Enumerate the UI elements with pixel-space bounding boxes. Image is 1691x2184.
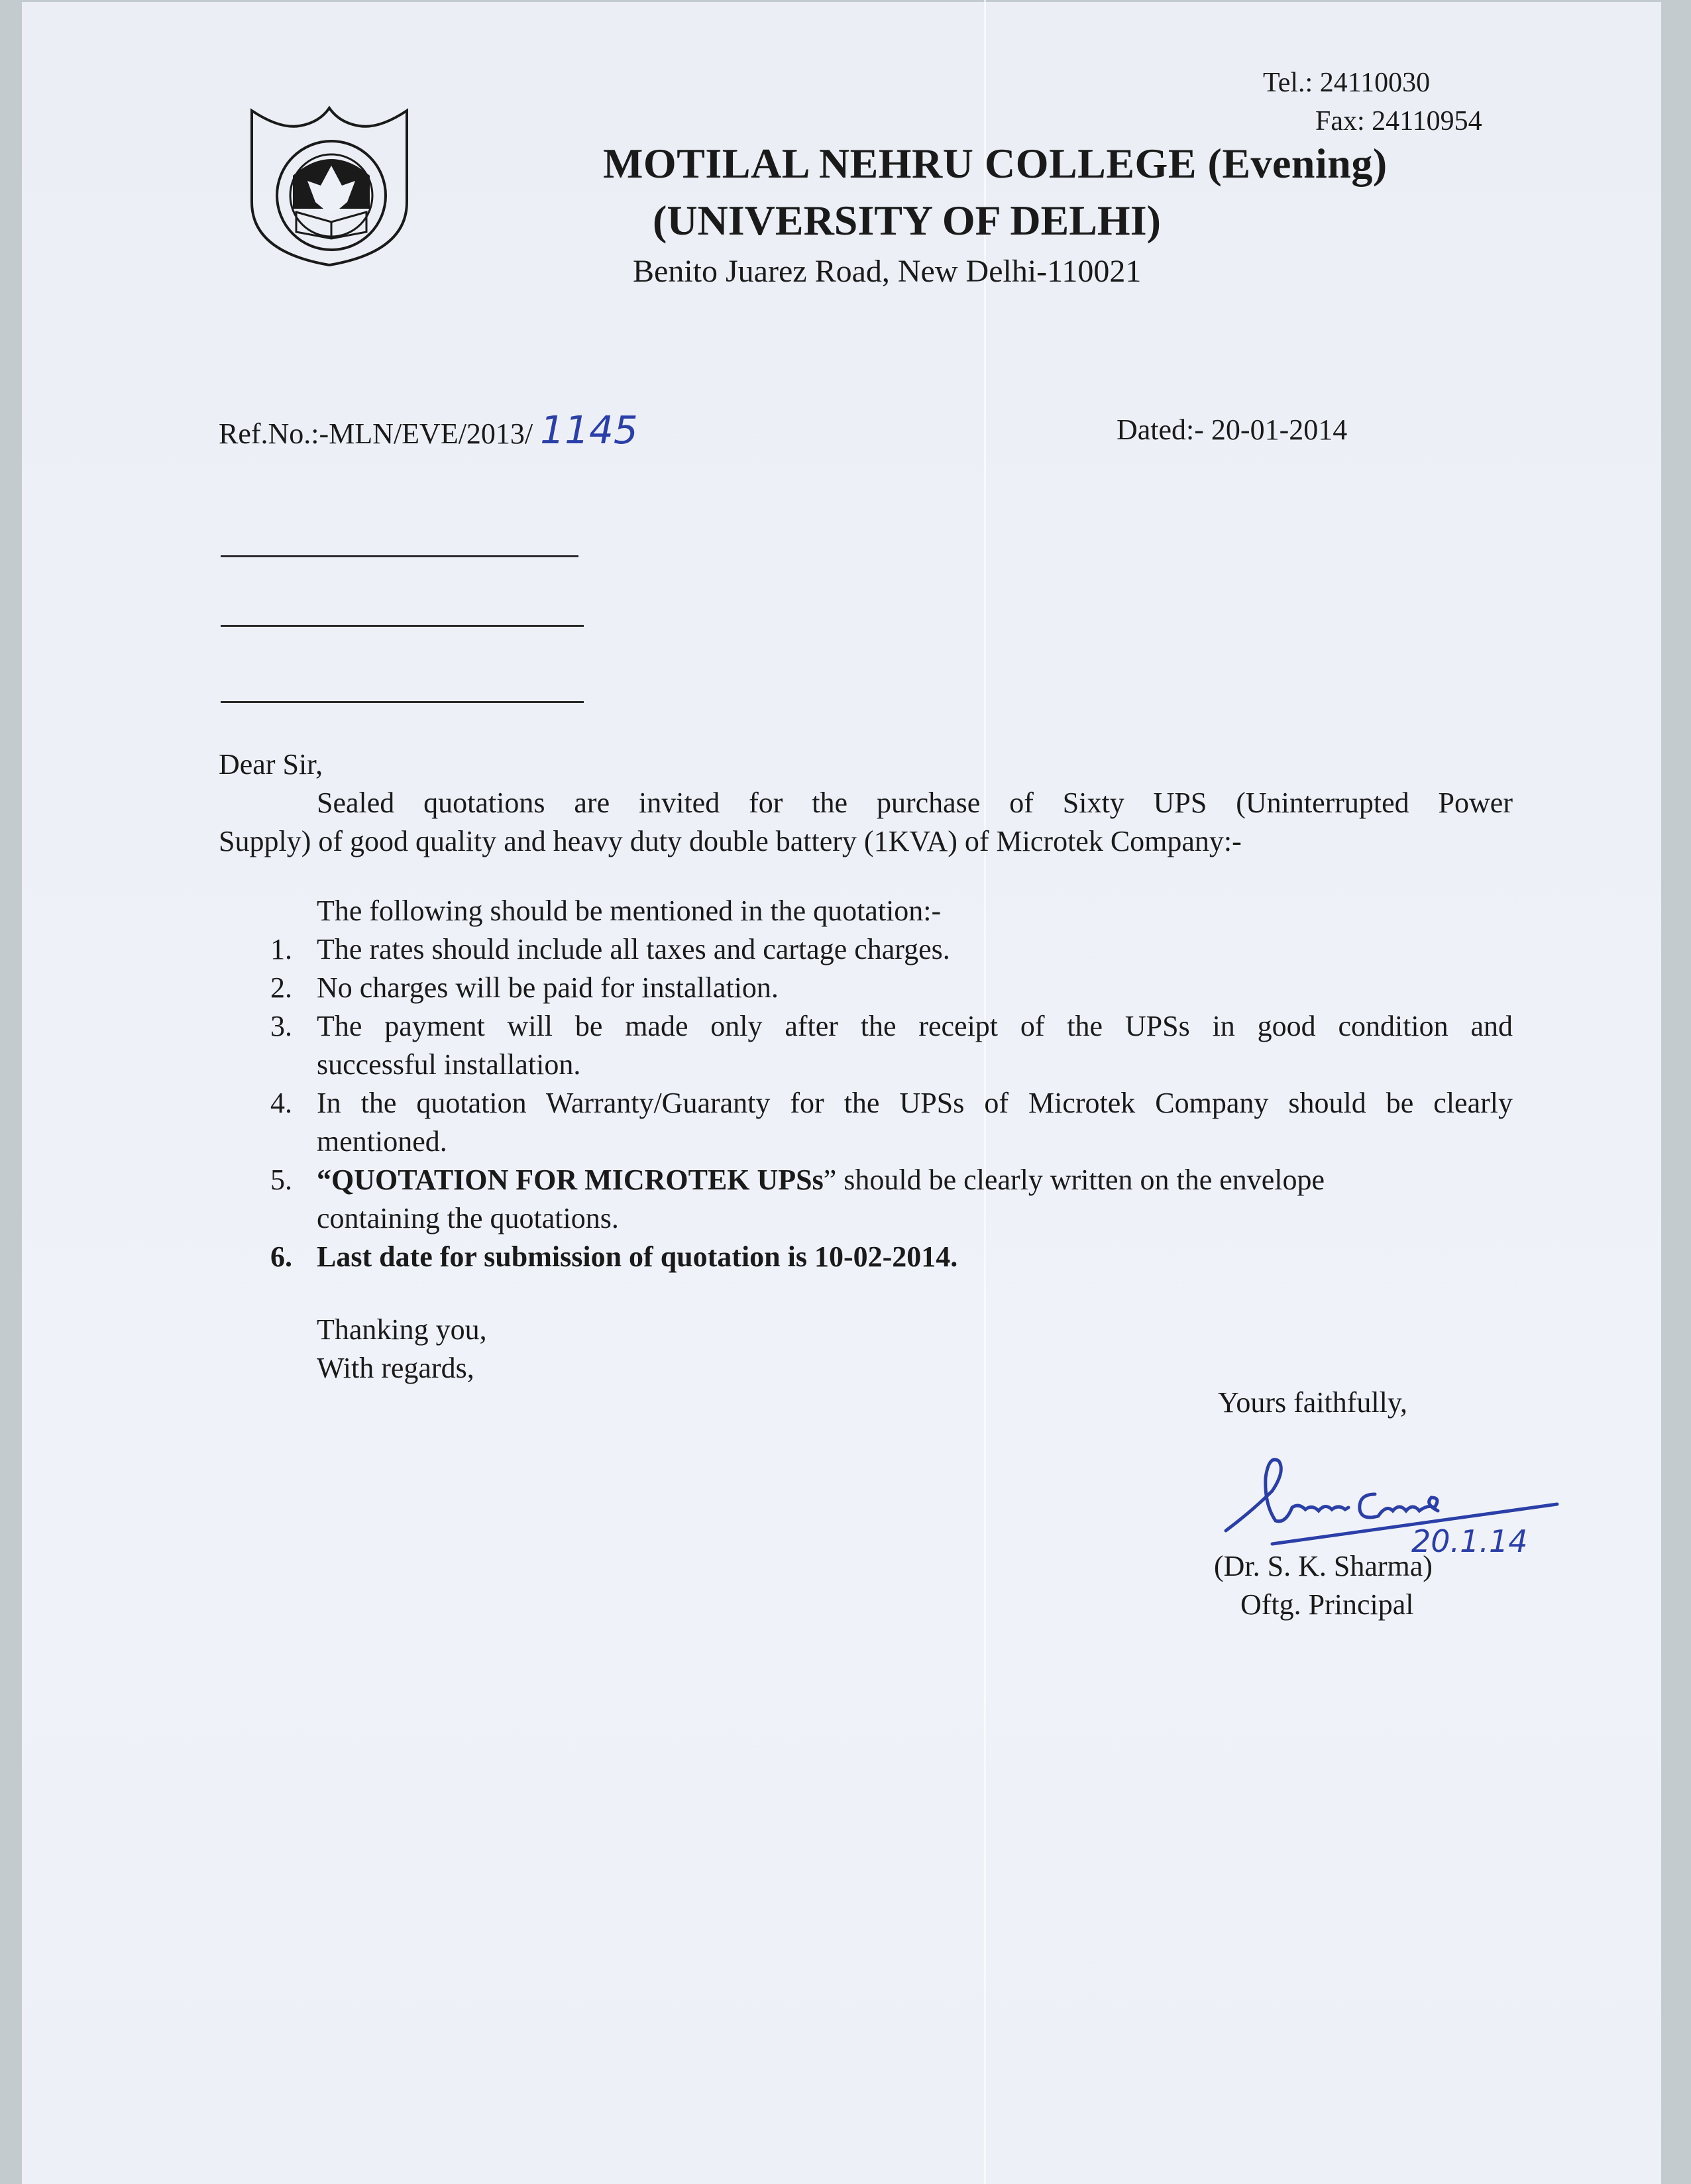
closing-thanking: Thanking you, [317,1313,487,1346]
list-item-rest: ” should be clearly written on the envelope [823,1164,1325,1196]
list-item-line-2: successful installation. [317,1048,581,1081]
list-item: No charges will be paid for installation. [317,971,779,1004]
university-heading: (UNIVERSITY OF DELHI) [653,197,1161,244]
list-item-number: 3. [270,1010,292,1042]
list-item-line-1: The payment will be made only after the receipt of the UPSs in good condition and [317,1010,1513,1042]
closing-regards: With regards, [317,1352,474,1384]
signatory-name: (Dr. S. K. Sharma) [1214,1550,1433,1582]
list-item-line-1: In the quotation Warranty/Guaranty for the UPSs of Microtek Company should be clearly [317,1087,1513,1119]
list-item-number: 2. [270,971,292,1004]
college-address: Benito Juarez Road, New Delhi-110021 [633,254,1142,289]
paragraph-line-1: Sealed quotations are invited for the purchase of Sixty UPS (Uninterrupted Power [317,787,1513,819]
fax-number: Fax: 24110954 [1315,106,1482,136]
dated: Dated:- 20-01-2014 [1117,413,1348,446]
paragraph-line-2: Supply) of good quality and heavy duty double battery (1KVA) of Microtek Company:- [219,825,1242,857]
recipient-blank-line [221,625,584,627]
signatory-title: Oftg. Principal [1240,1588,1414,1621]
handwritten-reference-number: 1145 [540,408,638,453]
list-item-number: 6. [270,1240,292,1273]
yours-faithfully: Yours faithfully, [1218,1386,1408,1419]
list-item-line-2: mentioned. [317,1125,447,1158]
salutation: Dear Sir, [219,748,323,781]
quotation-envelope-label: “QUOTATION FOR MICROTEK UPSs [317,1164,824,1196]
last-date-item: Last date for submission of quotation is 10-02-2014. [317,1240,958,1273]
signature-icon [1213,1431,1584,1564]
list-item-number: 5. [270,1164,292,1196]
recipient-blank-line [221,555,578,557]
list-item-line-1 [317,1161,1513,1199]
college-crest-icon [246,103,412,268]
list-item: The rates should include all taxes and cartage charges. [317,933,950,965]
recipient-blank-line [221,701,584,703]
list-item-number: 1. [270,933,292,965]
telephone-number: Tel.: 24110030 [1263,68,1431,98]
list-item-number: 4. [270,1087,292,1119]
list-item-line-2: containing the quotations. [317,1202,619,1234]
reference-number [219,408,638,453]
college-name-heading: MOTILAL NEHRU COLLEGE (Evening) [603,140,1388,187]
reference-label: Ref.No.:-MLN/EVE/2013/ [219,417,533,450]
signature-date: 20.1.14 [1411,1523,1528,1559]
list-intro: The following should be mentioned in the quotation:- [317,895,942,927]
